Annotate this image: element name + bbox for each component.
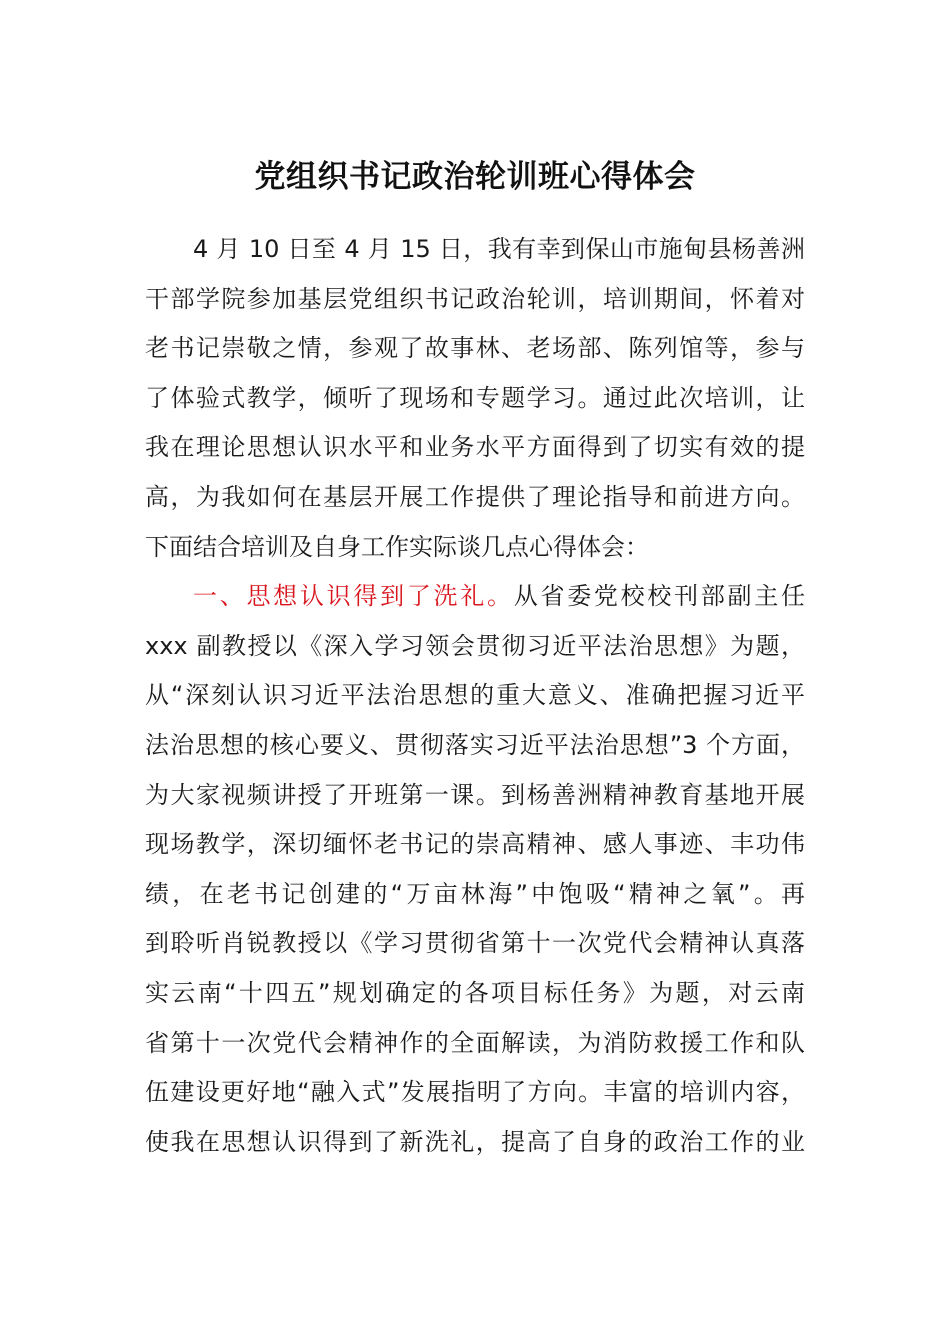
paragraph-line: 从“深刻认识习近平法治思想的重大意义、准确把握习近平 [145, 681, 805, 710]
paragraph-line: 老书记崇敬之情，参观了故事林、老场部、陈列馆等，参与 [145, 334, 805, 363]
paragraph-line: 现场教学，深切缅怀老书记的崇高精神、感人事迹、丰功伟 [145, 830, 805, 859]
paragraph-line: 4 月 10 日至 4 月 15 日，我有幸到保山市施甸县杨善洲 [193, 235, 805, 263]
paragraph-line [145, 572, 805, 622]
section-heading: 一、思想认识得到了洗礼。 [193, 582, 514, 611]
paragraph-line: 使我在思想认识得到了新洗礼，提高了自身的政治工作的业 [145, 1127, 805, 1156]
paragraph-line: 高，为我如何在基层开展工作提供了理论指导和前进方向。 [145, 482, 805, 511]
paragraph-line: 为大家视频讲授了开班第一课。到杨善洲精神教育基地开展 [145, 780, 805, 809]
section-heading-rest: 从省委党校校刊部副主任 [513, 582, 806, 611]
paragraph-line: 法治思想的核心要义、贯彻落实习近平法治思想”3 个方面， [145, 730, 805, 759]
paragraph-line: 下面结合培训及自身工作实际谈几点心得体会： [145, 532, 649, 561]
paragraph-line: 绩，在老书记创建的“万亩林海”中饱吸“精神之氧”。再 [145, 879, 805, 908]
paragraph-line: 干部学院参加基层党组织书记政治轮训，培训期间，怀着对 [145, 284, 805, 313]
paragraph-line: 了体验式教学，倾听了现场和专题学习。通过此次培训，让 [145, 383, 805, 412]
document-title: 党组织书记政治轮训班心得体会 [254, 159, 696, 195]
paragraph-line: 省第十一次党代会精神作的全面解读，为消防救援工作和队 [145, 1028, 805, 1057]
paragraph-line: xxx 副教授以《深入学习领会贯彻习近平法治思想》为题， [145, 631, 805, 660]
paragraph-line: 实云南“十四五”规划确定的各项目标任务》为题，对云南 [145, 978, 805, 1007]
paragraph-line: 到聆听肖锐教授以《学习贯彻省第十一次党代会精神认真落 [145, 929, 805, 958]
document-body [145, 225, 805, 1167]
paragraph-line: 我在理论思想认识水平和业务水平方面得到了切实有效的提 [145, 433, 805, 462]
paragraph-line: 伍建设更好地“融入式”发展指明了方向。丰富的培训内容， [145, 1078, 805, 1107]
